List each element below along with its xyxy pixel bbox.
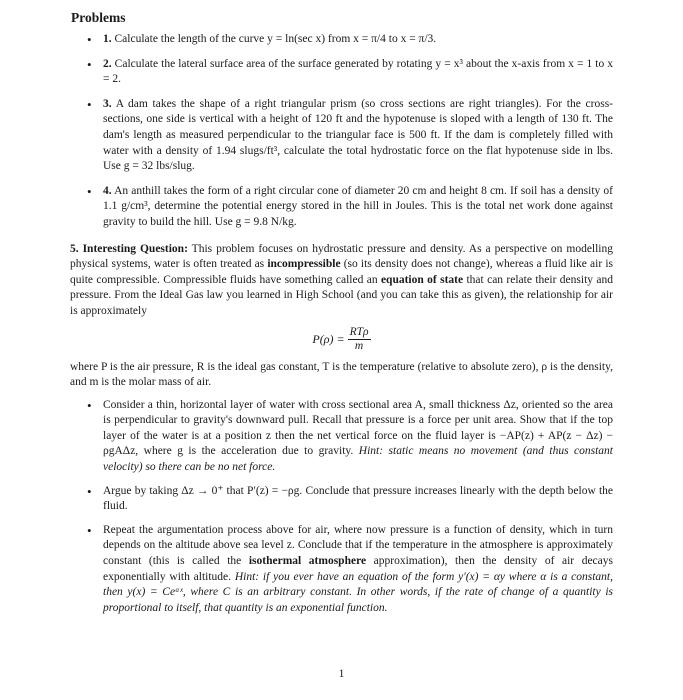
problem-text: Calculate the length of the curve y = ln(sec x) from x = π/4 to x = π/3. <box>114 33 437 45</box>
part-text: approximation), then the density of air decays exponentially with altitude. <box>103 555 613 583</box>
problem-item <box>70 184 613 231</box>
problem-number: 1. <box>103 33 112 45</box>
bullet-icon: • <box>87 483 92 499</box>
part-text: Repeat the argumentation process above for air, where now pressure is a function of density, which in turn depends on the altitude above sea level z. Conclude that if the temperature in the atmosphere is approximately constant (this is called the <box>103 523 613 568</box>
equation-explanation: where P is the air pressure, R is the ideal gas constant, T is the temperature (relative to absolute zero), ρ is the density, and m is the molar mass of air. <box>70 360 613 389</box>
question-5-intro <box>70 242 613 320</box>
question-5 <box>70 242 613 617</box>
equation-lhs: P(ρ) = <box>312 331 345 346</box>
bullet-icon: • <box>87 397 92 413</box>
problem-text: A dam takes the shape of a right triangular prism (so cross sections are right triangles). For the cross-sections, one side is vertical with a height of 120 ft and the hypotenuse is sloped with a length of 130 ft. The dam's length as measured perpendicular to the triangular face is 500 ft. If the dam is completely filled with water with a density of 1.94 slugs/ft³, calculate the total hydrostatic force on the flat hypotenuse side in lbs. Use g = 32 lbs/slug. <box>103 97 613 173</box>
question-part <box>70 398 613 476</box>
bullet-icon: • <box>87 32 92 47</box>
section-heading: Problems <box>71 10 126 25</box>
problem-number: 4. <box>103 184 112 197</box>
bullet-icon: • <box>87 522 92 538</box>
intro-text: (so its density does not change), whereas a fluid like air is quite compressible. Compressible fluids have something called an <box>70 258 613 286</box>
question-part <box>70 484 613 515</box>
intro-text: This problem focuses on hydrostatic pressure and density. As a perspective on modelling physical systems, water is often treated as <box>70 242 614 271</box>
question-5-parts <box>70 398 613 617</box>
problem-list <box>70 32 613 231</box>
keyword-isothermal: isothermal atmosphere <box>248 555 367 568</box>
part-hint: Hint: if you ever have an equation of the form y′(x) = αy where α is a constant, then y(x) = Ceᵅˣ, where C is an arbitrary constant. In other words, if the rate of change of a quantity is proportional to itself, that quantity is an exponential function. <box>103 570 614 614</box>
question-part <box>70 523 613 617</box>
bullet-icon: • <box>87 96 92 112</box>
part-text: Argue by taking Δz → 0⁺ that P′(z) = −ρg. Conclude that pressure increases linearly with the depth below the fluid. <box>103 484 613 513</box>
question-5-label: 5. Interesting Question: <box>70 242 188 255</box>
problem-number: 2. <box>103 57 112 70</box>
problem-text: An anthill takes the form of a right circular cone of diameter 20 cm and height 8 cm. If soil has a density of 1.1 g/cm³, determine the potential energy stored in the hill in Joules. This is the total net work done against gravity to build the hill. Use g = 9.8 N/kg. <box>103 184 613 228</box>
problem-number: 3. <box>103 97 112 110</box>
part-text: Consider a thin, horizontal layer of water with cross sectional area A, small thickness Δz, oriented so the area is perpendicular to gravity's downward pull. Recall that pressure is a force per unit area. Show that if the top layer of the water is at a position z then the net vertical force on the fluid layer is −AP(z) + AP(z − Δz) − ρgAΔz, where g is the acceleration due to gravity. <box>103 398 613 458</box>
page-number: 1 <box>338 668 345 680</box>
problem-item <box>70 57 613 88</box>
part-hint: Hint: static means no movement (and thus constant velocity) so there can be no net force. <box>103 445 613 474</box>
problem-item <box>70 32 613 48</box>
equation-fraction <box>348 326 371 353</box>
problem-text: Calculate the lateral surface area of the surface generated by rotating y = x³ about the x-axis from x = 1 to x = 2. <box>103 57 614 86</box>
bullet-icon: • <box>87 183 92 199</box>
equation-denominator: m <box>354 340 364 353</box>
equation-numerator: RTρ <box>349 326 369 339</box>
intro-text: that can relate their density and pressure. From the Ideal Gas law you learned in High School (and you can take this as given), the relationship for air is approximately <box>70 273 613 317</box>
problem-item <box>70 97 613 175</box>
ideal-gas-equation <box>70 324 613 354</box>
keyword-equation-of-state: equation of state <box>380 273 464 286</box>
keyword-incompressible: incompressible <box>267 258 341 271</box>
bullet-icon: • <box>87 56 92 72</box>
